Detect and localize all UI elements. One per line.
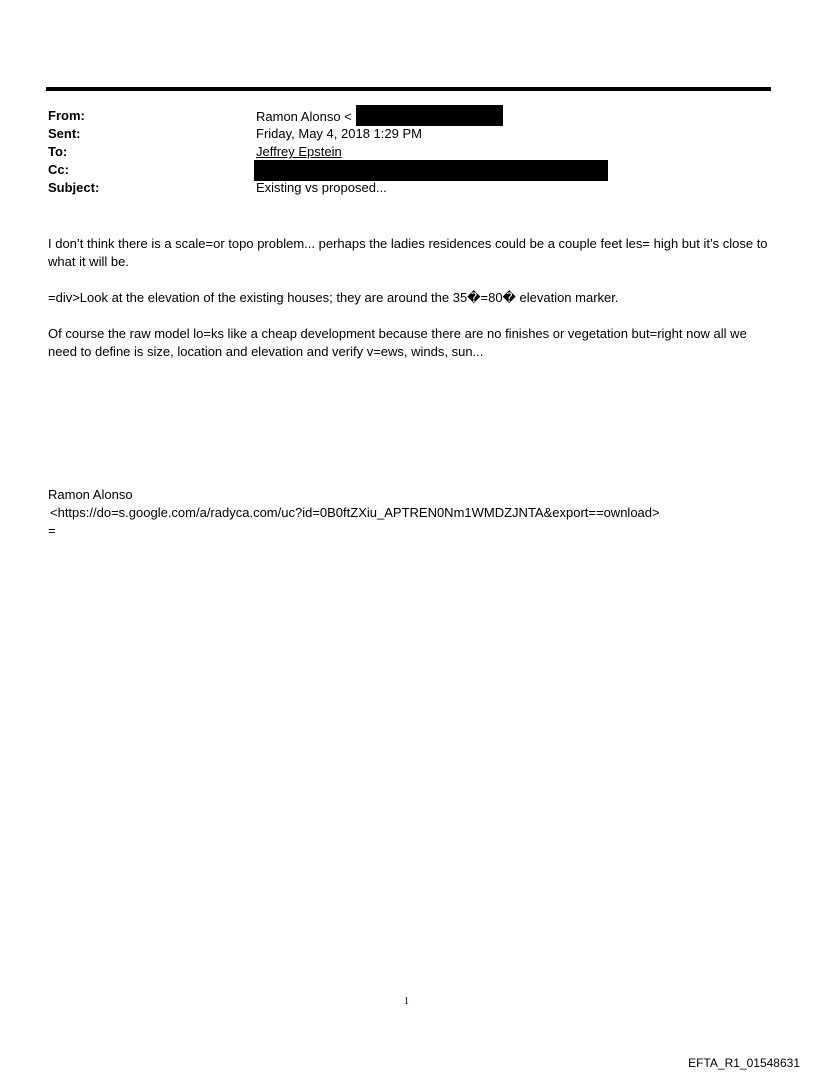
document-id: EFTA_R1_01548631 — [688, 1056, 800, 1070]
subject-value: Existing vs proposed... — [256, 180, 387, 195]
cc-label: Cc: — [48, 162, 69, 177]
header-rule — [46, 87, 771, 91]
to-label: To: — [48, 144, 68, 159]
cc-row — [48, 161, 768, 179]
signature-link[interactable]: <https://do=s.google.com/a/radyca.com/uc?id=0B0ftZXiu_APTREN0Nm1WMDZJNTA&export==ownload> — [50, 505, 660, 520]
signature-trailer: = — [48, 523, 56, 538]
redaction-box — [254, 160, 608, 181]
to-row — [48, 143, 768, 161]
subject-label: Subject: — [48, 180, 100, 195]
body-paragraph: =div>Look at the elevation of the existing houses; they are around the 35�=80� elevation marker. — [48, 290, 619, 305]
signature-name: Ramon Alonso — [48, 487, 133, 502]
sent-row — [48, 125, 768, 143]
from-label: From: — [48, 108, 85, 123]
sent-label: Sent: — [48, 126, 81, 141]
from-name: Ramon Alonso < — [256, 108, 352, 124]
redaction-box — [356, 105, 503, 126]
body-paragraph: I don’t think there is a scale=or topo problem... perhaps the ladies residences could be a couple feet les= high but it’s close to what it will be. — [48, 236, 768, 269]
body-paragraph: Of course the raw model lo=ks like a cheap development because there are no finishes or vegetation but=right now all we need to define is size, location and elevation and verify v=ews, winds, sun... — [48, 326, 747, 359]
to-value: Jeffrey Epstein — [256, 144, 342, 159]
email-header — [48, 107, 768, 197]
from-row — [48, 107, 768, 125]
sent-value: Friday, May 4, 2018 1:29 PM — [256, 126, 422, 141]
page-number: 1 — [404, 996, 409, 1007]
subject-row — [48, 179, 768, 197]
